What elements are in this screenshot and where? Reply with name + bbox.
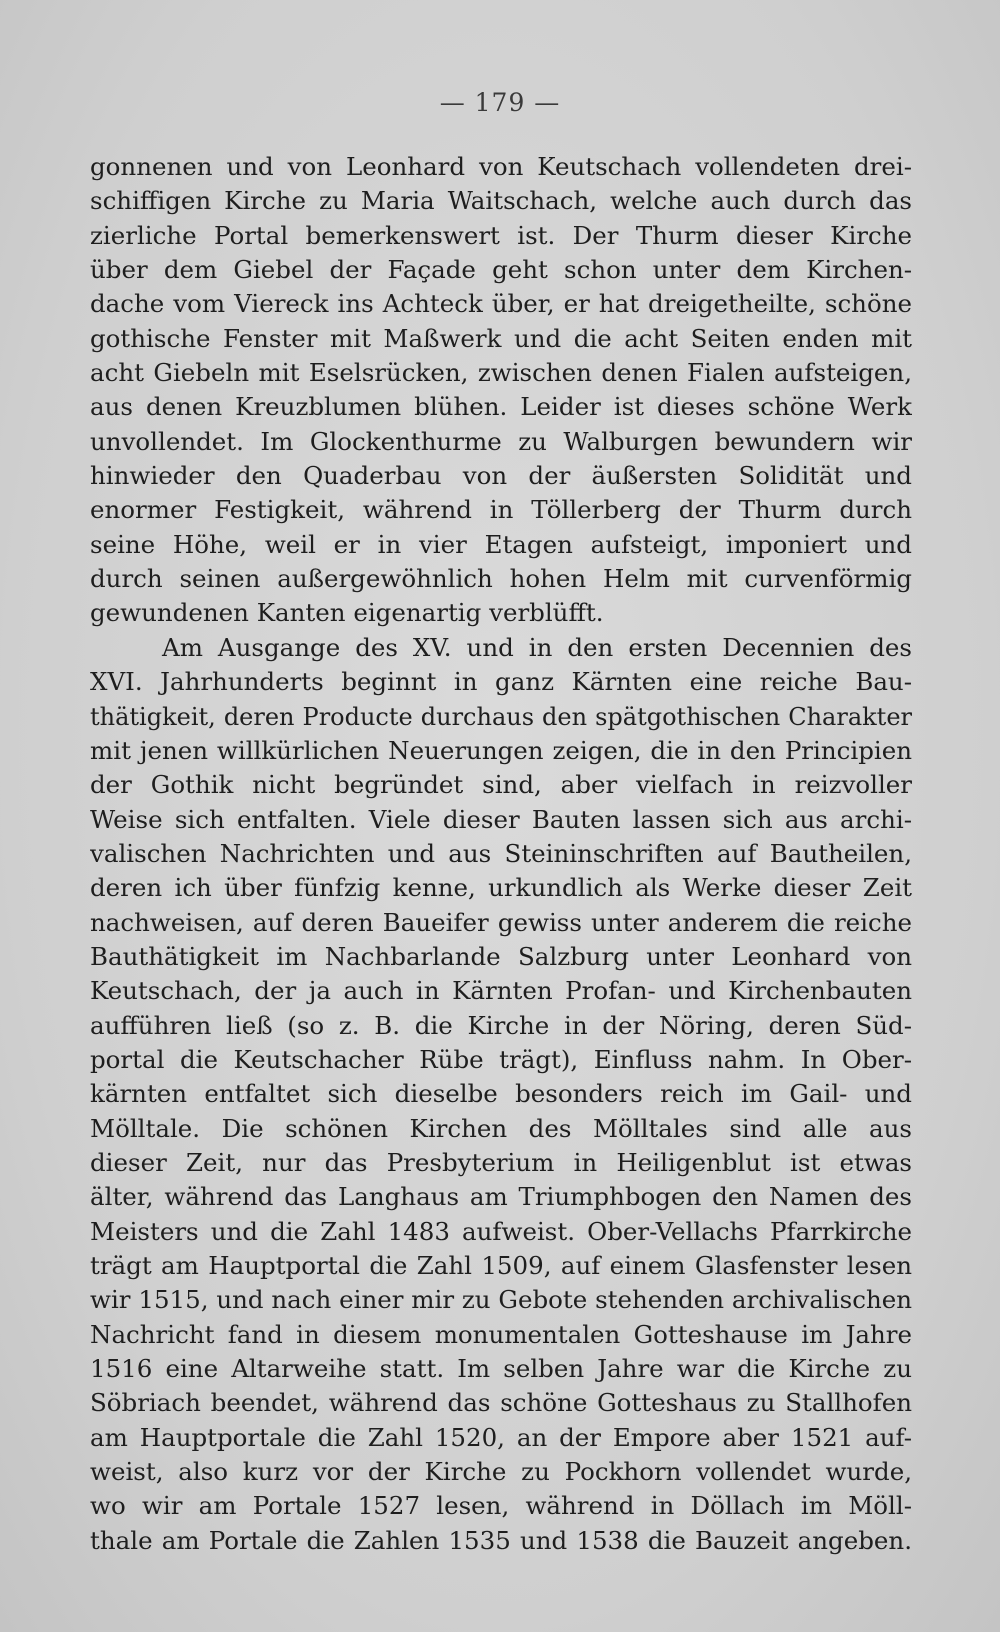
text-line: nachweisen, auf deren Baueifer gewiss unter anderem die reiche [90,907,912,937]
page-number: — 179 — [439,88,561,117]
text-line: durch seinen außergewöhnlich hohen Helm mit curvenförmig [90,564,912,594]
text-line: Bauthätigkeit im Nachbarlande Salzburg unter Leonhard von [90,941,912,971]
text-line: über dem Giebel der Façade geht schon unter dem Kirchen- [90,255,912,285]
text-line: wir 1515, und nach einer mir zu Gebote stehenden archivalischen [90,1285,912,1315]
text-line: Keutschach, der ja auch in Kärnten Profan- und Kirchenbauten [90,976,912,1006]
text-line: enormer Festigkeit, während in Töllerberg der Thurm durch [90,495,912,525]
body-text [90,150,912,1558]
text-line: aus denen Kreuzblumen blühen. Leider ist dieses schöne Werk [90,392,912,422]
text-line: gewundenen Kanten eigenartig verblüfft. [90,598,604,628]
text-line: dache vom Viereck ins Achteck über, er hat dreigetheilte, schöne [90,289,912,319]
text-line: mit jenen willkürlichen Neuerungen zeigen, die in den Principien [90,735,912,765]
text-line: wo wir am Portale 1527 lesen, während in Döllach im Möll- [90,1491,912,1521]
text-line: Weise sich entfalten. Viele dieser Bauten lassen sich aus archi- [90,804,912,834]
text-line: aufführen ließ (so z. B. die Kirche in der Nöring, deren Süd- [90,1010,912,1040]
text-line: kärnten entfaltet sich dieselbe besonders reich im Gail- und [90,1079,912,1109]
text-line: Nachricht fand in diesem monumentalen Gotteshause im Jahre [90,1319,912,1349]
text-line: Söbriach beendet, während das schöne Gotteshaus zu Stallhofen [90,1388,912,1418]
text-line: XVI. Jahrhunderts beginnt in ganz Kärnten eine reiche Bau- [90,667,912,697]
text-line: trägt am Hauptportal die Zahl 1509, auf einem Glasfenster lesen [90,1251,912,1280]
text-line: Am Ausgange des XV. und in den ersten Decennien des [162,632,912,662]
text-line: valischen Nachrichten und aus Steininschriften auf Bautheilen, [90,838,912,868]
text-line: dieser Zeit, nur das Presbyterium in Heiligenblut ist etwas [90,1147,912,1177]
text-line: gonnenen und von Leonhard von Keutschach vollendeten drei- [90,152,912,181]
text-line: weist, also kurz vor der Kirche zu Pockhorn vollendet wurde, [90,1457,912,1487]
text-line: thale am Portale die Zahlen 1535 und 1538 die Bauzeit angeben. [90,1525,912,1555]
text-line: 1516 eine Altarweihe statt. Im selben Jahre war die Kirche zu [90,1354,912,1384]
text-line: am Hauptportale die Zahl 1520, an der Empore aber 1521 auf- [90,1422,912,1452]
text-line: Mölltale. Die schönen Kirchen des Mölltales sind alle aus [90,1113,912,1143]
text-line: thätigkeit, deren Producte durchaus den spätgothischen Charakter [90,702,912,731]
text-line: hinwieder den Quaderbau von der äußersten Solidität und [90,461,912,491]
text-line: der Gothik nicht begründet sind, aber vielfach in reizvoller [90,770,912,800]
text-line: portal die Keutschacher Rübe trägt), Einfluss nahm. In Ober- [90,1044,912,1074]
text-line: seine Höhe, weil er in vier Etagen aufsteigt, imponiert und [90,529,912,559]
text-line: acht Giebeln mit Eselsrücken, zwischen denen Fialen aufsteigen, [90,358,912,388]
text-line: deren ich über fünfzig kenne, urkundlich als Werke dieser Zeit [90,873,912,903]
text-line: unvollendet. Im Glockenthurme zu Walburgen bewundern wir [90,426,912,456]
text-line: älter, während das Langhaus am Triumphbogen den Namen des [90,1182,912,1212]
text-line: gothische Fenster mit Maßwerk und die acht Seiten enden mit [90,323,912,353]
text-line: zierliche Portal bemerkenswert ist. Der Thurm dieser Kirche [90,220,912,250]
text-line: Meisters und die Zahl 1483 aufweist. Ober-Vellachs Pfarrkirche [90,1216,912,1246]
text-line: schiffigen Kirche zu Maria Waitschach, welche auch durch das [90,186,912,216]
